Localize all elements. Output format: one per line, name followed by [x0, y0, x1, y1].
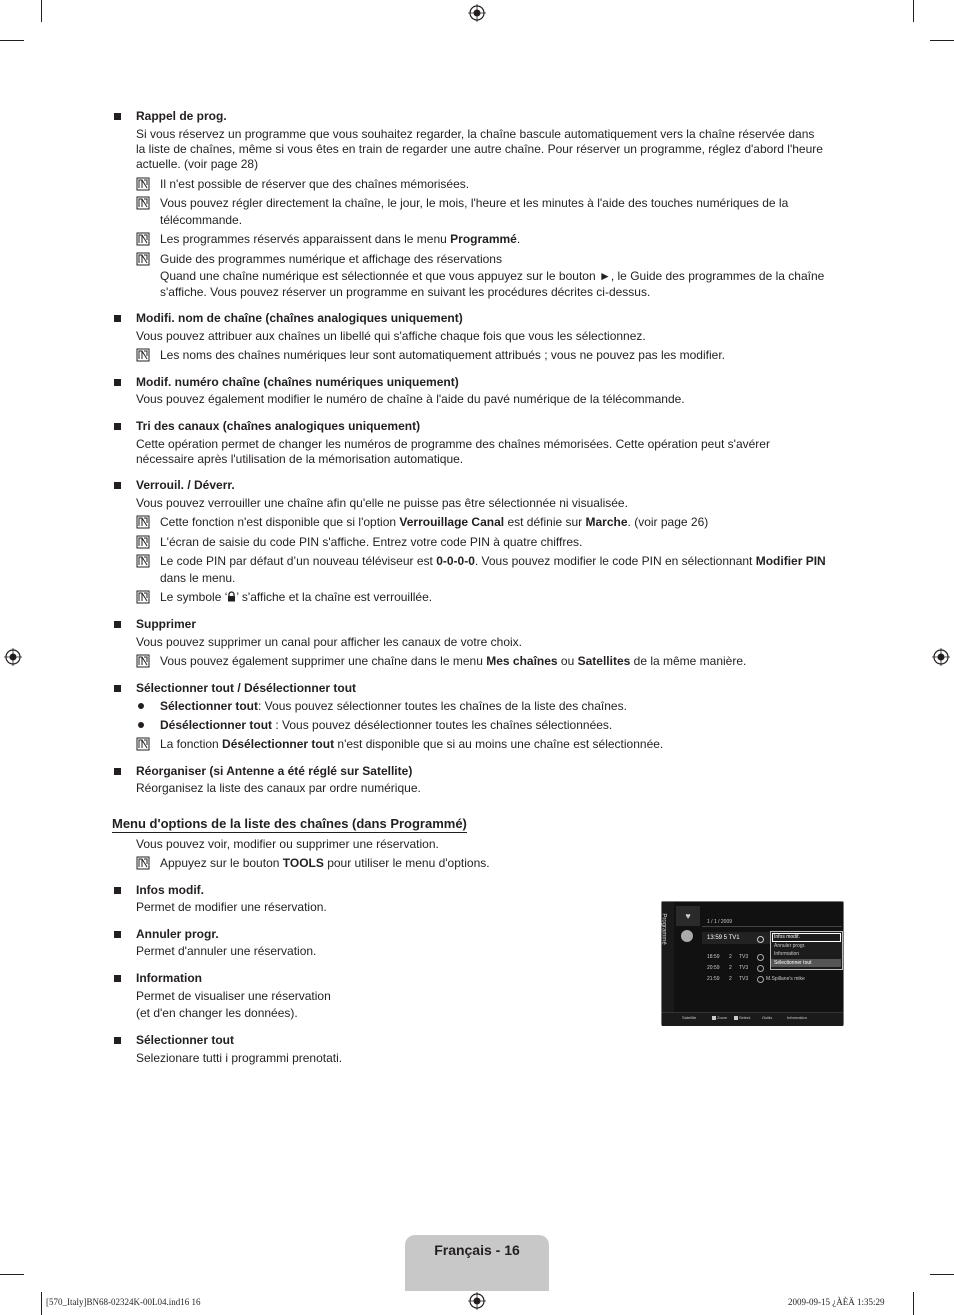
item-body: (et d'en changer les données).	[136, 1006, 298, 1020]
note-icon	[136, 252, 150, 266]
slug-left: [570_Italy]BN68-02324K-00L04.ind16 16	[46, 1297, 201, 1307]
text: Vous pouvez également supprimer une chaîne dans le menu	[160, 654, 487, 668]
text: pour utiliser le menu d'options.	[323, 856, 490, 870]
note-text	[160, 856, 490, 871]
item-body: Cette opération permet de changer les numéros de programme des chaînes mémorisées. Cette opération peut s'avérer	[136, 437, 770, 451]
square-bullet-icon	[114, 482, 121, 489]
note-icon	[136, 196, 150, 210]
item-body: Permet de modifier une réservation.	[136, 900, 327, 914]
menu-item[interactable]: Infos modif.	[774, 934, 800, 940]
crop-mark	[930, 40, 954, 41]
list-area	[702, 926, 842, 927]
text: ’ s'affiche et la chaîne est verrouillée.	[236, 590, 433, 604]
footer-label: Outils	[762, 1015, 773, 1020]
item-title: Sélectionner tout / Désélectionner tout	[136, 681, 357, 695]
note-icon	[136, 515, 150, 529]
row-ch: 2	[729, 976, 732, 982]
note-text: L'écran de saisie du code PIN s'affiche. Entrez votre code PIN à quatre chiffres.	[160, 535, 583, 549]
square-bullet-icon	[114, 423, 121, 430]
text-bold: Désélectionner tout	[160, 718, 273, 732]
slug-right: 2009-09-15 ¿ÀÈÄ 1:35:29	[788, 1297, 885, 1307]
note-text: dans le menu.	[160, 571, 236, 585]
crop-mark	[0, 40, 24, 41]
item-title: Réorganiser (si Antenne a été réglé sur Satellite)	[136, 764, 413, 778]
item-body: Vous pouvez attribuer aux chaînes un libellé qui s'affiche chaque fois que vous les sélectionnez.	[136, 329, 646, 343]
square-bullet-icon	[114, 975, 121, 982]
note-icon	[136, 554, 150, 568]
square-bullet-icon	[114, 113, 121, 120]
text-bold: Programmé	[450, 232, 517, 246]
note-text	[160, 554, 826, 569]
page-number: Français - 16	[434, 1242, 520, 1258]
registration-mark-icon	[468, 1292, 486, 1310]
registration-mark-icon	[468, 4, 486, 22]
note-text: Il n'est possible de réserver que des chaînes mémorisées.	[160, 177, 470, 191]
text: Le code PIN par défaut d’un nouveau téléviseur est	[160, 554, 437, 568]
note-icon	[136, 856, 150, 870]
text: : Vous pouvez désélectionner toutes les chaînes sélectionnées.	[272, 718, 613, 732]
note-text	[160, 737, 663, 752]
bullet-text	[160, 699, 627, 714]
text: Appuyez sur le bouton	[160, 856, 283, 870]
text: . (voir page 26)	[627, 515, 709, 529]
row-name: TV3	[739, 965, 749, 971]
square-bullet-icon	[114, 621, 121, 628]
crop-mark	[930, 1274, 954, 1275]
item-title: Annuler progr.	[136, 927, 219, 941]
text-bold: Mes chaînes	[486, 654, 558, 668]
item-title: Verrouil. / Déverr.	[136, 478, 235, 492]
item-body: Vous pouvez supprimer un canal pour afficher les canaux de votre choix.	[136, 635, 523, 649]
square-bullet-icon	[114, 315, 121, 322]
square-bullet-icon	[114, 887, 121, 894]
footer-button-icon	[712, 1016, 716, 1020]
note-text: Vous pouvez régler directement la chaîne, le jour, le mois, l'heure et les minutes à l'aide des touches numériques de la	[160, 196, 789, 210]
row-time: 21:59	[707, 976, 720, 982]
text: de la même manière.	[630, 654, 747, 668]
square-bullet-icon	[114, 931, 121, 938]
text-bold: TOOLS	[282, 856, 324, 870]
crop-mark	[41, 1292, 42, 1315]
note-icon	[136, 535, 150, 549]
text: .	[516, 232, 521, 246]
item-body: Permet d'annuler une réservation.	[136, 944, 317, 958]
date-label: 1 / 1 / 2009	[707, 919, 733, 925]
text: . Vous pouvez modifier le code PIN en sélectionnant	[474, 554, 756, 568]
text-bold: Désélectionner tout	[222, 737, 335, 751]
row-ch: 2	[729, 965, 732, 971]
note-icon	[136, 177, 150, 191]
text-bold: Sélectionner tout	[160, 699, 259, 713]
clock-icon	[757, 954, 764, 961]
crop-mark	[913, 0, 914, 22]
text: Cette fonction n'est disponible que si l'option	[160, 515, 400, 529]
note-icon	[136, 232, 150, 246]
item-title: Tri des canaux (chaînes analogiques uniquement)	[136, 419, 421, 433]
text-bold: Satellites	[577, 654, 631, 668]
footer-label: Satellite	[682, 1015, 697, 1020]
item-title: Modif. numéro chaîne (chaînes numériques uniquement)	[136, 375, 459, 389]
note-icon	[136, 590, 150, 604]
text: est définie sur	[504, 515, 586, 529]
row-name: TV3	[739, 954, 749, 960]
text-bold: Marche	[585, 515, 628, 529]
item-body: nécessaire après l'utilisation de la mémorisation automatique.	[136, 452, 464, 466]
text: Le symbole ‘	[160, 590, 228, 604]
note-text: Guide des programmes numérique et affichage des réservations	[160, 252, 502, 266]
note-icon	[136, 737, 150, 751]
note-text: Les noms des chaînes numériques leur sont automatiquement attribués ; vous ne pouvez pas les modifier.	[160, 348, 725, 362]
item-title: Rappel de prog.	[136, 109, 227, 123]
footer-label: Information	[787, 1015, 808, 1020]
text-bold: Modifier PIN	[755, 554, 826, 568]
crop-mark	[41, 0, 42, 22]
round-bullet-icon	[138, 703, 144, 709]
row-ch: 2	[729, 954, 732, 960]
note-text	[160, 515, 708, 530]
item-body: Réorganisez la liste des canaux par ordre numérique.	[136, 781, 421, 795]
clock-icon	[757, 936, 764, 943]
item-title: Modifi. nom de chaîne (chaînes analogiques uniquement)	[136, 311, 463, 325]
item-title: Information	[136, 971, 202, 985]
note-icon	[136, 654, 150, 668]
clock-icon	[757, 976, 764, 983]
item-body: Si vous réservez un programme que vous souhaitez regarder, la chaîne bascule automatiquement vers la chaîne réservée dans	[136, 127, 815, 141]
item-body: Permet de visualiser une réservation	[136, 989, 331, 1003]
footer-label: Zoom	[717, 1015, 728, 1020]
note-text: Quand une chaîne numérique est sélectionnée et que vous appuyez sur le bouton ►, le Guide des programmes de la chaîne	[160, 269, 825, 283]
square-bullet-icon	[114, 1037, 121, 1044]
note-text	[160, 590, 432, 605]
text: : Vous pouvez sélectionner toutes les chaînes de la liste des chaînes.	[258, 699, 627, 713]
current-row: 13:59 5 TV1	[707, 935, 740, 941]
item-body: actuelle. (voir page 28)	[136, 157, 259, 171]
section-heading: Menu d'options de la liste des chaînes (dans Programmé)	[112, 816, 467, 831]
globe-icon	[681, 930, 693, 942]
text: n'est disponible que si au moins une chaîne est sélectionnée.	[334, 737, 664, 751]
footer-label: Select.	[739, 1015, 752, 1020]
menu-item[interactable]: Information	[774, 951, 800, 957]
item-body: Vous pouvez verrouiller une chaîne afin qu'elle ne puisse pas être sélectionnée ni visualisée.	[136, 496, 628, 510]
heart-icon: ♥	[676, 906, 700, 926]
text: ou	[557, 654, 578, 668]
clock-icon	[757, 965, 764, 972]
row-time: 20:59	[707, 965, 720, 971]
registration-mark-icon	[932, 648, 950, 666]
note-text: s'affiche. Vous pouvez réserver un programme en suivant les procédures décrites ci-dessus.	[160, 285, 651, 299]
text-bold: 0-0-0-0	[436, 554, 475, 568]
item-body: la liste de chaînes, même si vous êtes en train de regarder une autre chaîne. Pour réserver un programme, réglez d'abord l'heure	[136, 142, 823, 156]
item-body: Vous pouvez également modifier le numéro de chaîne à l'aide du pavé numérique de la télécommande.	[136, 392, 685, 406]
menu-item[interactable]: Annuler progr.	[774, 943, 806, 949]
round-bullet-icon	[138, 722, 144, 728]
row-program: M.Spillane's mike	[766, 976, 805, 982]
side-label: Programmé	[660, 913, 667, 945]
square-bullet-icon	[114, 379, 121, 386]
registration-mark-icon	[4, 648, 22, 666]
footer-button-icon	[734, 1016, 738, 1020]
note-text	[160, 232, 520, 247]
text: Les programmes réservés apparaissent dans le menu	[160, 232, 451, 246]
item-title: Infos modif.	[136, 883, 204, 897]
text-bold: Verrouillage Canal	[399, 515, 505, 529]
note-text: télécommande.	[160, 213, 243, 227]
row-name: TV3	[739, 976, 749, 982]
crop-mark	[0, 1274, 24, 1275]
text: La fonction	[160, 737, 223, 751]
note-text	[160, 654, 746, 669]
item-title: Sélectionner tout	[136, 1033, 235, 1047]
section-body: Vous pouvez voir, modifier ou supprimer une réservation.	[136, 837, 439, 851]
crop-mark	[913, 1292, 914, 1315]
square-bullet-icon	[114, 768, 121, 775]
bullet-text	[160, 718, 612, 733]
item-title: Supprimer	[136, 617, 197, 631]
item-body: Selezionare tutti i programmi prenotati.	[136, 1051, 343, 1065]
square-bullet-icon	[114, 685, 121, 692]
note-icon	[136, 348, 150, 362]
tv-screen-illustration	[661, 901, 844, 1026]
row-time: 18:59	[707, 954, 720, 960]
menu-item[interactable]: Sélectionner tout	[774, 960, 812, 966]
